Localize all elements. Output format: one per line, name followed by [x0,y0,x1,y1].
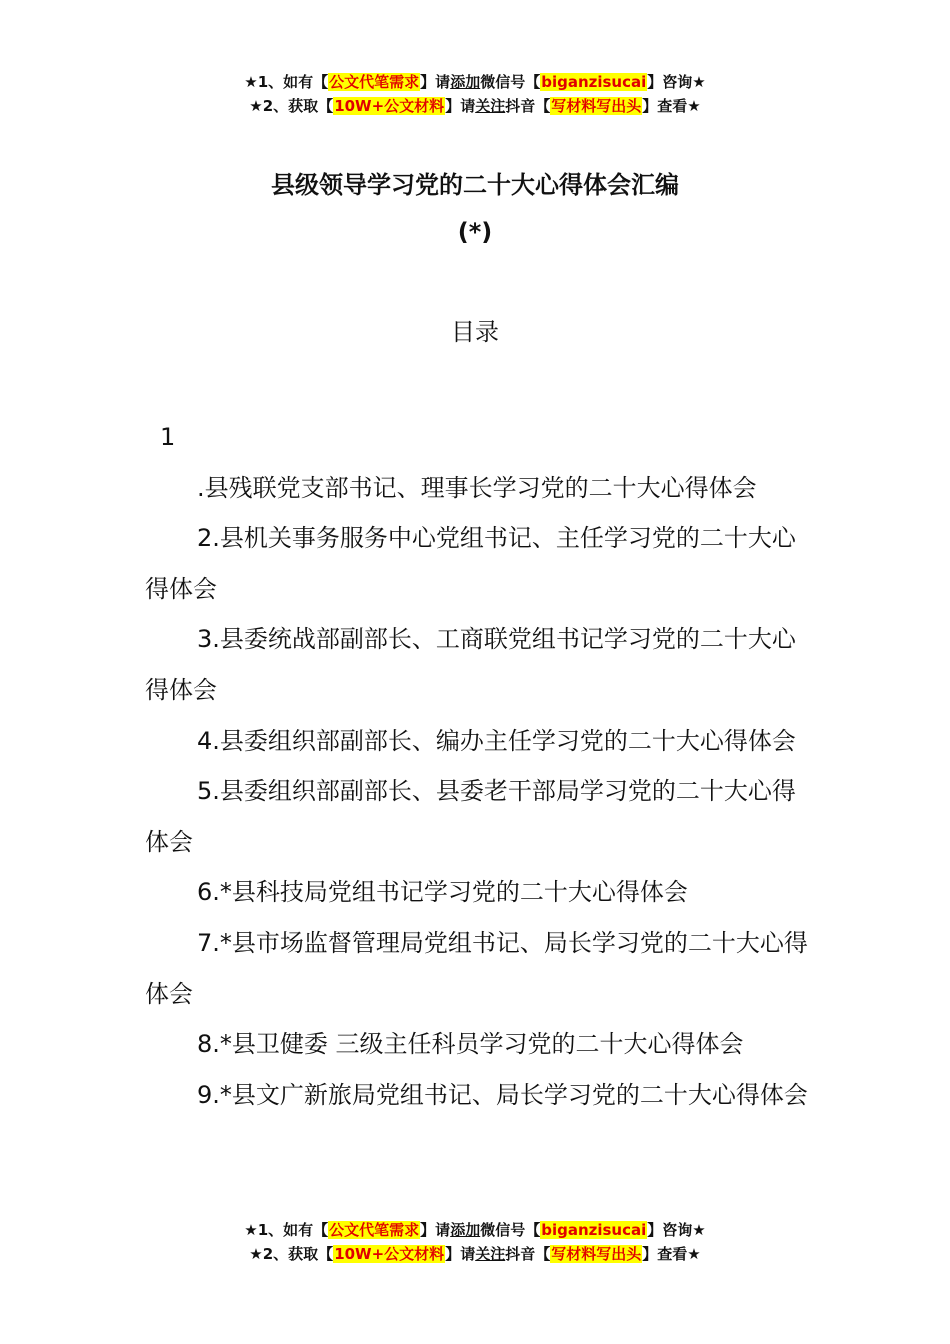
banner-highlight: 公文代笔需求 [329,73,420,91]
banner-text: 抖音【 [505,97,551,115]
banner-underline: 关注 [475,97,506,115]
banner-text: 】请 [445,97,476,115]
banner-text: ★1、如有【 [244,1221,329,1239]
toc-item: 3.县委统战部副部长、工商联党组书记学习党的二十大心得体会 [145,625,796,704]
banner-text: 微信号【 [480,1221,541,1239]
toc-item: 7.*县市场监督管理局党组书记、局长学习党的二十大心得体会 [145,928,808,1008]
banner-text: 】请 [420,1221,451,1239]
document-subtitle: (*) [457,218,493,246]
banner-text: ★2、获取【 [249,97,334,115]
toc-item: 4.县委组织部副部长、编办主任学习党的二十大心得体会 [197,726,796,755]
banner-text: ★1、如有【 [244,73,329,91]
bottom-banner [0,1218,950,1266]
table-of-contents [145,412,810,1120]
banner-text: 】查看★ [642,1245,701,1263]
banner-underline: 添加 [450,73,481,91]
document-title: 县级领导学习党的二十大心得体会汇编 [271,171,679,199]
banner-text: 】查看★ [642,97,701,115]
banner-highlight: 10W+公文材料 [334,97,445,115]
toc-item: 8.*县卫健委 三级主任科员学习党的二十大心得体会 [197,1030,744,1059]
banner-highlight: 公文代笔需求 [329,1221,420,1239]
banner-text: 】咨询★ [647,73,706,91]
banner-text: ★2、获取【 [249,1245,334,1263]
toc-item: .县残联党支部书记、理事长学习党的二十大心得体会 [197,473,757,502]
banner-text: 】咨询★ [647,1221,706,1239]
banner-highlight: biganzisucai [541,73,647,91]
toc-heading: 目录 [451,318,499,346]
toc-item: 5.县委组织部副部长、县委老干部局学习党的二十大心得体会 [145,777,796,856]
banner-line-2 [0,94,950,118]
toc-item: 6.*县科技局党组书记学习党的二十大心得体会 [197,878,688,907]
top-banner [0,70,950,118]
banner-text: 微信号【 [480,73,541,91]
banner-line-1 [0,1218,950,1242]
banner-underline: 关注 [475,1245,506,1263]
banner-line-1 [0,70,950,94]
banner-text: 抖音【 [505,1245,551,1263]
banner-line-2 [0,1242,950,1266]
banner-underline: 添加 [450,1221,481,1239]
banner-text: 】请 [445,1245,476,1263]
toc-item: 9.*县文广新旅局党组书记、局长学习党的二十大心得体会 [197,1080,808,1109]
banner-highlight: biganzisucai [541,1221,647,1239]
banner-highlight: 写材料写出头 [551,1245,642,1263]
toc-first-number: 1 [160,423,176,451]
banner-text: 】请 [420,73,451,91]
banner-highlight: 10W+公文材料 [334,1245,445,1263]
banner-highlight: 写材料写出头 [551,97,642,115]
toc-item: 2.县机关事务服务中心党组书记、主任学习党的二十大心得体会 [145,524,796,603]
